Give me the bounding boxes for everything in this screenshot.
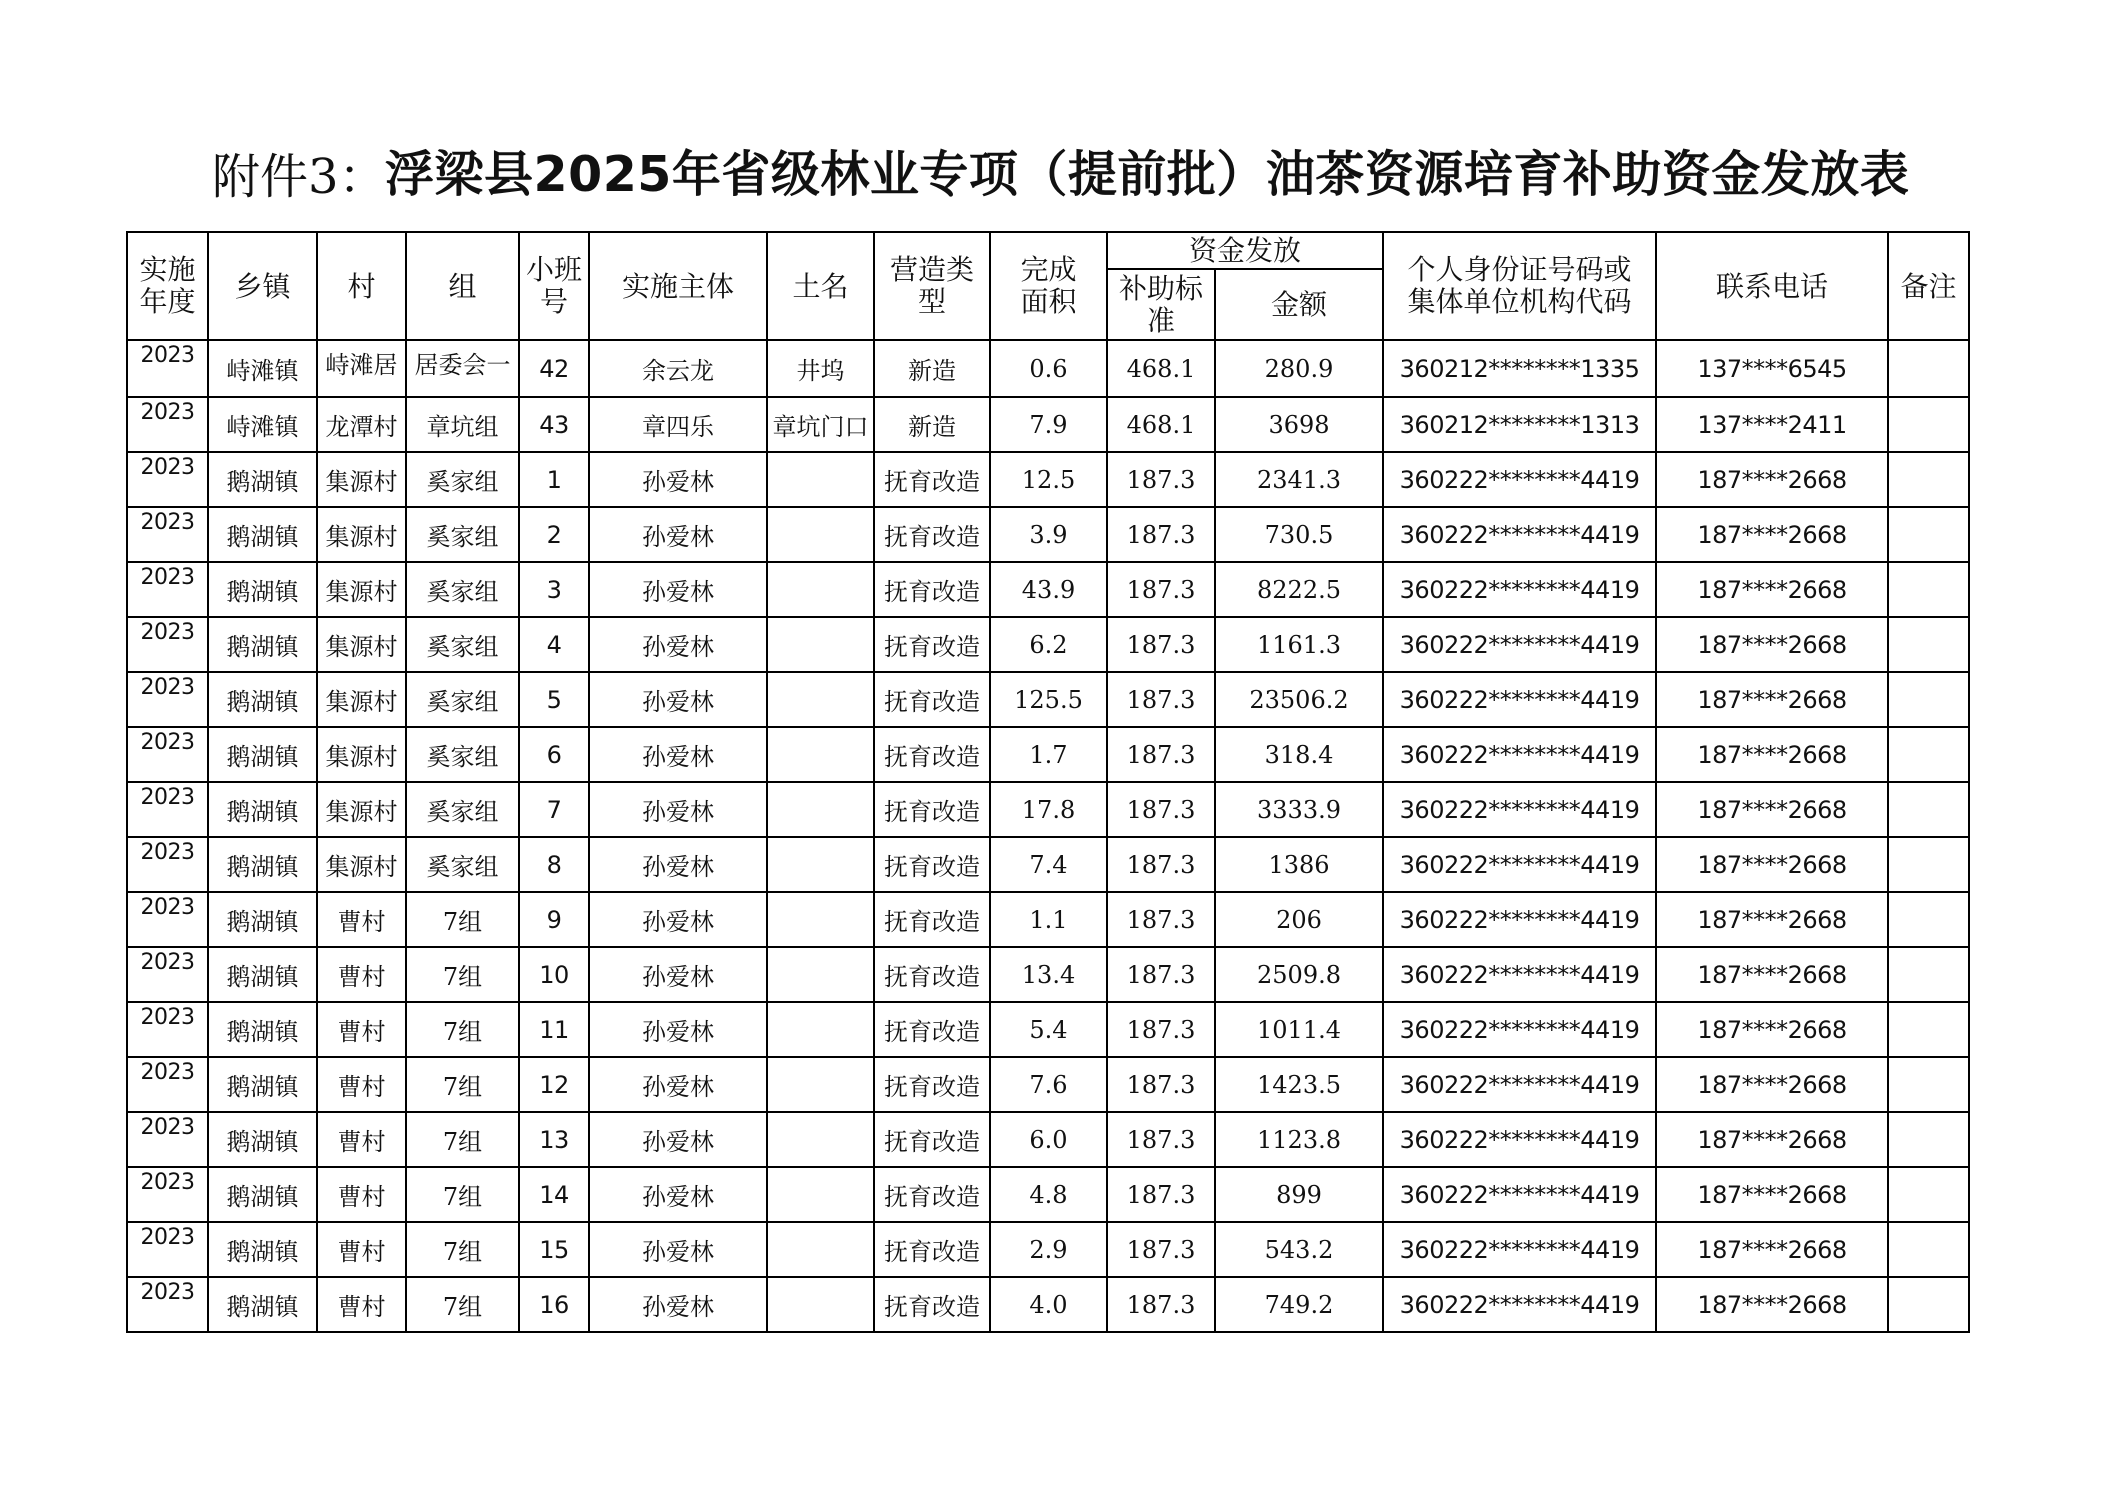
cell-remark (1888, 340, 1969, 397)
cell-entity: 孙爱林 (589, 1277, 767, 1332)
cell-type: 抚育改造 (874, 1167, 990, 1222)
subsidy-table (126, 231, 1970, 1333)
cell-year: 2023 (127, 1277, 208, 1332)
header-group: 组 (406, 232, 519, 340)
cell-remark (1888, 672, 1969, 727)
cell-remark (1888, 727, 1969, 782)
cell-entity: 孙爱林 (589, 892, 767, 947)
cell-area: 12.5 (990, 452, 1107, 507)
cell-place (767, 1002, 874, 1057)
cell-id: 360222********4419 (1383, 727, 1656, 782)
cell-township: 鹅湖镇 (208, 837, 317, 892)
cell-year: 2023 (127, 1002, 208, 1057)
cell-place (767, 1167, 874, 1222)
cell-village: 曹村 (317, 1277, 406, 1332)
cell-plot: 42 (519, 340, 589, 397)
cell-id: 360222********4419 (1383, 1002, 1656, 1057)
cell-remark (1888, 1057, 1969, 1112)
table-row (127, 782, 1969, 837)
cell-village: 曹村 (317, 1112, 406, 1167)
cell-amount: 1123.8 (1215, 1112, 1383, 1167)
cell-plot: 2 (519, 507, 589, 562)
cell-amount: 1423.5 (1215, 1057, 1383, 1112)
cell-entity: 孙爱林 (589, 617, 767, 672)
cell-entity: 孙爱林 (589, 1057, 767, 1112)
cell-place (767, 727, 874, 782)
cell-remark (1888, 1167, 1969, 1222)
cell-entity: 章四乐 (589, 397, 767, 452)
cell-id: 360222********4419 (1383, 892, 1656, 947)
cell-plot: 3 (519, 562, 589, 617)
table-body (127, 340, 1969, 1332)
cell-type: 抚育改造 (874, 1277, 990, 1332)
table-row (127, 1277, 1969, 1332)
cell-area: 3.9 (990, 507, 1107, 562)
cell-group: 7组 (406, 1112, 519, 1167)
cell-area: 43.9 (990, 562, 1107, 617)
cell-group: 7组 (406, 1002, 519, 1057)
cell-amount: 543.2 (1215, 1222, 1383, 1277)
cell-entity: 孙爱林 (589, 1112, 767, 1167)
cell-id: 360222********4419 (1383, 672, 1656, 727)
cell-village: 集源村 (317, 782, 406, 837)
cell-type: 抚育改造 (874, 617, 990, 672)
cell-entity: 孙爱林 (589, 562, 767, 617)
cell-township: 鹅湖镇 (208, 452, 317, 507)
cell-year: 2023 (127, 452, 208, 507)
header-place: 土名 (767, 232, 874, 340)
cell-village: 曹村 (317, 892, 406, 947)
cell-amount: 730.5 (1215, 507, 1383, 562)
cell-entity: 余云龙 (589, 340, 767, 397)
cell-group: 居委会一 (406, 340, 519, 397)
cell-plot: 7 (519, 782, 589, 837)
cell-id: 360222********4419 (1383, 1277, 1656, 1332)
cell-remark (1888, 1277, 1969, 1332)
cell-village: 集源村 (317, 562, 406, 617)
cell-standard: 187.3 (1107, 562, 1215, 617)
cell-entity: 孙爱林 (589, 452, 767, 507)
cell-township: 峙滩镇 (208, 340, 317, 397)
cell-amount: 3698 (1215, 397, 1383, 452)
cell-remark (1888, 1112, 1969, 1167)
cell-amount: 206 (1215, 892, 1383, 947)
cell-plot: 15 (519, 1222, 589, 1277)
cell-remark (1888, 1222, 1969, 1277)
cell-plot: 9 (519, 892, 589, 947)
cell-area: 7.4 (990, 837, 1107, 892)
cell-id: 360222********4419 (1383, 1167, 1656, 1222)
cell-type: 抚育改造 (874, 837, 990, 892)
cell-plot: 13 (519, 1112, 589, 1167)
cell-phone: 187****2668 (1656, 617, 1888, 672)
cell-entity: 孙爱林 (589, 507, 767, 562)
cell-plot: 16 (519, 1277, 589, 1332)
cell-plot: 8 (519, 837, 589, 892)
cell-township: 鹅湖镇 (208, 1002, 317, 1057)
cell-area: 1.7 (990, 727, 1107, 782)
cell-entity: 孙爱林 (589, 837, 767, 892)
cell-phone: 187****2668 (1656, 782, 1888, 837)
cell-village: 集源村 (317, 837, 406, 892)
cell-standard: 468.1 (1107, 340, 1215, 397)
header-remark: 备注 (1888, 232, 1969, 340)
cell-type: 抚育改造 (874, 947, 990, 1002)
cell-year: 2023 (127, 672, 208, 727)
cell-id: 360222********4419 (1383, 507, 1656, 562)
cell-type: 抚育改造 (874, 1112, 990, 1167)
cell-plot: 12 (519, 1057, 589, 1112)
cell-place (767, 947, 874, 1002)
cell-group: 奚家组 (406, 727, 519, 782)
cell-amount: 2341.3 (1215, 452, 1383, 507)
table-row (127, 397, 1969, 452)
cell-amount: 1161.3 (1215, 617, 1383, 672)
cell-village: 集源村 (317, 727, 406, 782)
cell-year: 2023 (127, 1167, 208, 1222)
cell-area: 13.4 (990, 947, 1107, 1002)
cell-remark (1888, 782, 1969, 837)
cell-phone: 137****6545 (1656, 340, 1888, 397)
cell-place (767, 1277, 874, 1332)
table-row (127, 1112, 1969, 1167)
cell-place (767, 617, 874, 672)
cell-type: 抚育改造 (874, 782, 990, 837)
cell-township: 鹅湖镇 (208, 1112, 317, 1167)
cell-phone: 187****2668 (1656, 1167, 1888, 1222)
cell-plot: 11 (519, 1002, 589, 1057)
cell-type: 新造 (874, 397, 990, 452)
cell-standard: 187.3 (1107, 1112, 1215, 1167)
cell-entity: 孙爱林 (589, 672, 767, 727)
cell-type: 抚育改造 (874, 1002, 990, 1057)
cell-phone: 187****2668 (1656, 1002, 1888, 1057)
cell-plot: 4 (519, 617, 589, 672)
cell-area: 6.2 (990, 617, 1107, 672)
cell-type: 抚育改造 (874, 672, 990, 727)
cell-plot: 1 (519, 452, 589, 507)
cell-year: 2023 (127, 892, 208, 947)
cell-remark (1888, 562, 1969, 617)
header-amount: 金额 (1215, 269, 1383, 340)
cell-village: 集源村 (317, 617, 406, 672)
cell-village: 集源村 (317, 672, 406, 727)
cell-area: 17.8 (990, 782, 1107, 837)
cell-phone: 187****2668 (1656, 507, 1888, 562)
cell-standard: 187.3 (1107, 892, 1215, 947)
cell-entity: 孙爱林 (589, 1002, 767, 1057)
cell-place (767, 1057, 874, 1112)
cell-id: 360222********4419 (1383, 1222, 1656, 1277)
header-village: 村 (317, 232, 406, 340)
cell-area: 7.6 (990, 1057, 1107, 1112)
cell-year: 2023 (127, 727, 208, 782)
cell-township: 鹅湖镇 (208, 1057, 317, 1112)
cell-standard: 187.3 (1107, 1277, 1215, 1332)
cell-remark (1888, 947, 1969, 1002)
cell-township: 鹅湖镇 (208, 947, 317, 1002)
table-row (127, 340, 1969, 397)
cell-phone: 187****2668 (1656, 1057, 1888, 1112)
cell-place (767, 837, 874, 892)
cell-village: 龙潭村 (317, 397, 406, 452)
cell-phone: 187****2668 (1656, 837, 1888, 892)
header-entity: 实施主体 (589, 232, 767, 340)
cell-id: 360222********4419 (1383, 617, 1656, 672)
table-row (127, 947, 1969, 1002)
cell-id: 360222********4419 (1383, 837, 1656, 892)
cell-place (767, 892, 874, 947)
cell-area: 5.4 (990, 1002, 1107, 1057)
cell-phone: 187****2668 (1656, 1222, 1888, 1277)
cell-id: 360212********1313 (1383, 397, 1656, 452)
title-prefix: 附件3： (212, 149, 387, 205)
table-row (127, 1167, 1969, 1222)
cell-remark (1888, 397, 1969, 452)
cell-phone: 137****2411 (1656, 397, 1888, 452)
cell-remark (1888, 837, 1969, 892)
cell-amount: 1011.4 (1215, 1002, 1383, 1057)
cell-year: 2023 (127, 837, 208, 892)
cell-group: 章坑组 (406, 397, 519, 452)
cell-township: 峙滩镇 (208, 397, 317, 452)
cell-remark (1888, 452, 1969, 507)
header-standard: 补助标 准 (1107, 269, 1215, 340)
cell-standard: 187.3 (1107, 507, 1215, 562)
cell-entity: 孙爱林 (589, 947, 767, 1002)
cell-township: 鹅湖镇 (208, 562, 317, 617)
cell-amount: 1386 (1215, 837, 1383, 892)
cell-group: 奚家组 (406, 562, 519, 617)
cell-year: 2023 (127, 562, 208, 617)
cell-phone: 187****2668 (1656, 1277, 1888, 1332)
cell-year: 2023 (127, 397, 208, 452)
cell-year: 2023 (127, 340, 208, 397)
cell-place: 井坞 (767, 340, 874, 397)
cell-place (767, 782, 874, 837)
cell-year: 2023 (127, 617, 208, 672)
cell-type: 抚育改造 (874, 507, 990, 562)
cell-area: 4.8 (990, 1167, 1107, 1222)
header-funds: 资金发放 (1107, 232, 1383, 269)
cell-phone: 187****2668 (1656, 562, 1888, 617)
cell-group: 奚家组 (406, 617, 519, 672)
cell-township: 鹅湖镇 (208, 727, 317, 782)
cell-group: 奚家组 (406, 672, 519, 727)
cell-amount: 3333.9 (1215, 782, 1383, 837)
cell-plot: 43 (519, 397, 589, 452)
table-row (127, 562, 1969, 617)
cell-township: 鹅湖镇 (208, 1167, 317, 1222)
cell-phone: 187****2668 (1656, 947, 1888, 1002)
cell-standard: 187.3 (1107, 1057, 1215, 1112)
table-row (127, 672, 1969, 727)
cell-type: 抚育改造 (874, 727, 990, 782)
cell-id: 360222********4419 (1383, 947, 1656, 1002)
cell-standard: 187.3 (1107, 1167, 1215, 1222)
cell-group: 7组 (406, 947, 519, 1002)
cell-group: 奚家组 (406, 507, 519, 562)
cell-place: 章坑门口 (767, 397, 874, 452)
cell-amount: 318.4 (1215, 727, 1383, 782)
cell-type: 新造 (874, 340, 990, 397)
cell-township: 鹅湖镇 (208, 782, 317, 837)
header-year: 实施 年度 (127, 232, 208, 340)
cell-township: 鹅湖镇 (208, 892, 317, 947)
cell-amount: 2509.8 (1215, 947, 1383, 1002)
cell-village: 集源村 (317, 507, 406, 562)
header-township: 乡镇 (208, 232, 317, 340)
cell-type: 抚育改造 (874, 452, 990, 507)
cell-remark (1888, 507, 1969, 562)
cell-group: 奚家组 (406, 782, 519, 837)
cell-id: 360222********4419 (1383, 1057, 1656, 1112)
cell-id: 360222********4419 (1383, 1112, 1656, 1167)
cell-township: 鹅湖镇 (208, 507, 317, 562)
cell-standard: 187.3 (1107, 672, 1215, 727)
cell-entity: 孙爱林 (589, 782, 767, 837)
cell-standard: 187.3 (1107, 837, 1215, 892)
cell-standard: 468.1 (1107, 397, 1215, 452)
cell-id: 360222********4419 (1383, 562, 1656, 617)
cell-standard: 187.3 (1107, 1222, 1215, 1277)
cell-type: 抚育改造 (874, 1057, 990, 1112)
cell-place (767, 452, 874, 507)
cell-id: 360212********1335 (1383, 340, 1656, 397)
table-row (127, 892, 1969, 947)
cell-remark (1888, 617, 1969, 672)
cell-id: 360222********4419 (1383, 782, 1656, 837)
page-title: 浮梁县2025年省级林业专项（提前批）油茶资源培育补助资金发放表 (385, 146, 1910, 203)
cell-place (767, 562, 874, 617)
cell-group: 奚家组 (406, 452, 519, 507)
cell-area: 2.9 (990, 1222, 1107, 1277)
cell-remark (1888, 1002, 1969, 1057)
cell-area: 4.0 (990, 1277, 1107, 1332)
cell-village: 曹村 (317, 1222, 406, 1277)
cell-plot: 14 (519, 1167, 589, 1222)
cell-year: 2023 (127, 1057, 208, 1112)
cell-standard: 187.3 (1107, 727, 1215, 782)
table-row (127, 617, 1969, 672)
cell-group: 7组 (406, 1277, 519, 1332)
cell-remark (1888, 892, 1969, 947)
cell-township: 鹅湖镇 (208, 617, 317, 672)
cell-entity: 孙爱林 (589, 1222, 767, 1277)
cell-village: 曹村 (317, 1002, 406, 1057)
cell-place (767, 1112, 874, 1167)
cell-village: 集源村 (317, 452, 406, 507)
cell-phone: 187****2668 (1656, 892, 1888, 947)
cell-township: 鹅湖镇 (208, 1222, 317, 1277)
cell-group: 7组 (406, 892, 519, 947)
header-type: 营造类 型 (874, 232, 990, 340)
cell-group: 7组 (406, 1057, 519, 1112)
cell-type: 抚育改造 (874, 892, 990, 947)
cell-group: 7组 (406, 1222, 519, 1277)
cell-standard: 187.3 (1107, 782, 1215, 837)
cell-year: 2023 (127, 1112, 208, 1167)
table-row (127, 1222, 1969, 1277)
table-row (127, 727, 1969, 782)
cell-phone: 187****2668 (1656, 1112, 1888, 1167)
cell-plot: 5 (519, 672, 589, 727)
cell-phone: 187****2668 (1656, 452, 1888, 507)
cell-year: 2023 (127, 1222, 208, 1277)
table-row (127, 1057, 1969, 1112)
header-area: 完成 面积 (990, 232, 1107, 340)
cell-area: 1.1 (990, 892, 1107, 947)
cell-village: 峙滩居 (317, 340, 406, 397)
header-plot: 小班 号 (519, 232, 589, 340)
cell-village: 曹村 (317, 1057, 406, 1112)
cell-type: 抚育改造 (874, 562, 990, 617)
cell-group: 7组 (406, 1167, 519, 1222)
cell-phone: 187****2668 (1656, 727, 1888, 782)
cell-type: 抚育改造 (874, 1222, 990, 1277)
header-phone: 联系电话 (1656, 232, 1888, 340)
cell-standard: 187.3 (1107, 947, 1215, 1002)
header-id: 个人身份证号码或 集体单位机构代码 (1383, 232, 1656, 340)
cell-amount: 23506.2 (1215, 672, 1383, 727)
cell-entity: 孙爱林 (589, 727, 767, 782)
cell-group: 奚家组 (406, 837, 519, 892)
cell-phone: 187****2668 (1656, 672, 1888, 727)
cell-township: 鹅湖镇 (208, 1277, 317, 1332)
cell-entity: 孙爱林 (589, 1167, 767, 1222)
table-row (127, 837, 1969, 892)
cell-year: 2023 (127, 782, 208, 837)
cell-plot: 10 (519, 947, 589, 1002)
cell-amount: 8222.5 (1215, 562, 1383, 617)
cell-standard: 187.3 (1107, 452, 1215, 507)
cell-village: 曹村 (317, 1167, 406, 1222)
table-row (127, 452, 1969, 507)
cell-area: 0.6 (990, 340, 1107, 397)
table-row (127, 1002, 1969, 1057)
cell-place (767, 672, 874, 727)
cell-plot: 6 (519, 727, 589, 782)
cell-village: 曹村 (317, 947, 406, 1002)
cell-amount: 280.9 (1215, 340, 1383, 397)
cell-area: 7.9 (990, 397, 1107, 452)
cell-id: 360222********4419 (1383, 452, 1656, 507)
cell-amount: 749.2 (1215, 1277, 1383, 1332)
cell-year: 2023 (127, 947, 208, 1002)
cell-township: 鹅湖镇 (208, 672, 317, 727)
cell-standard: 187.3 (1107, 617, 1215, 672)
cell-area: 125.5 (990, 672, 1107, 727)
cell-area: 6.0 (990, 1112, 1107, 1167)
cell-amount: 899 (1215, 1167, 1383, 1222)
cell-year: 2023 (127, 507, 208, 562)
table-row (127, 507, 1969, 562)
cell-place (767, 1222, 874, 1277)
cell-place (767, 507, 874, 562)
cell-standard: 187.3 (1107, 1002, 1215, 1057)
